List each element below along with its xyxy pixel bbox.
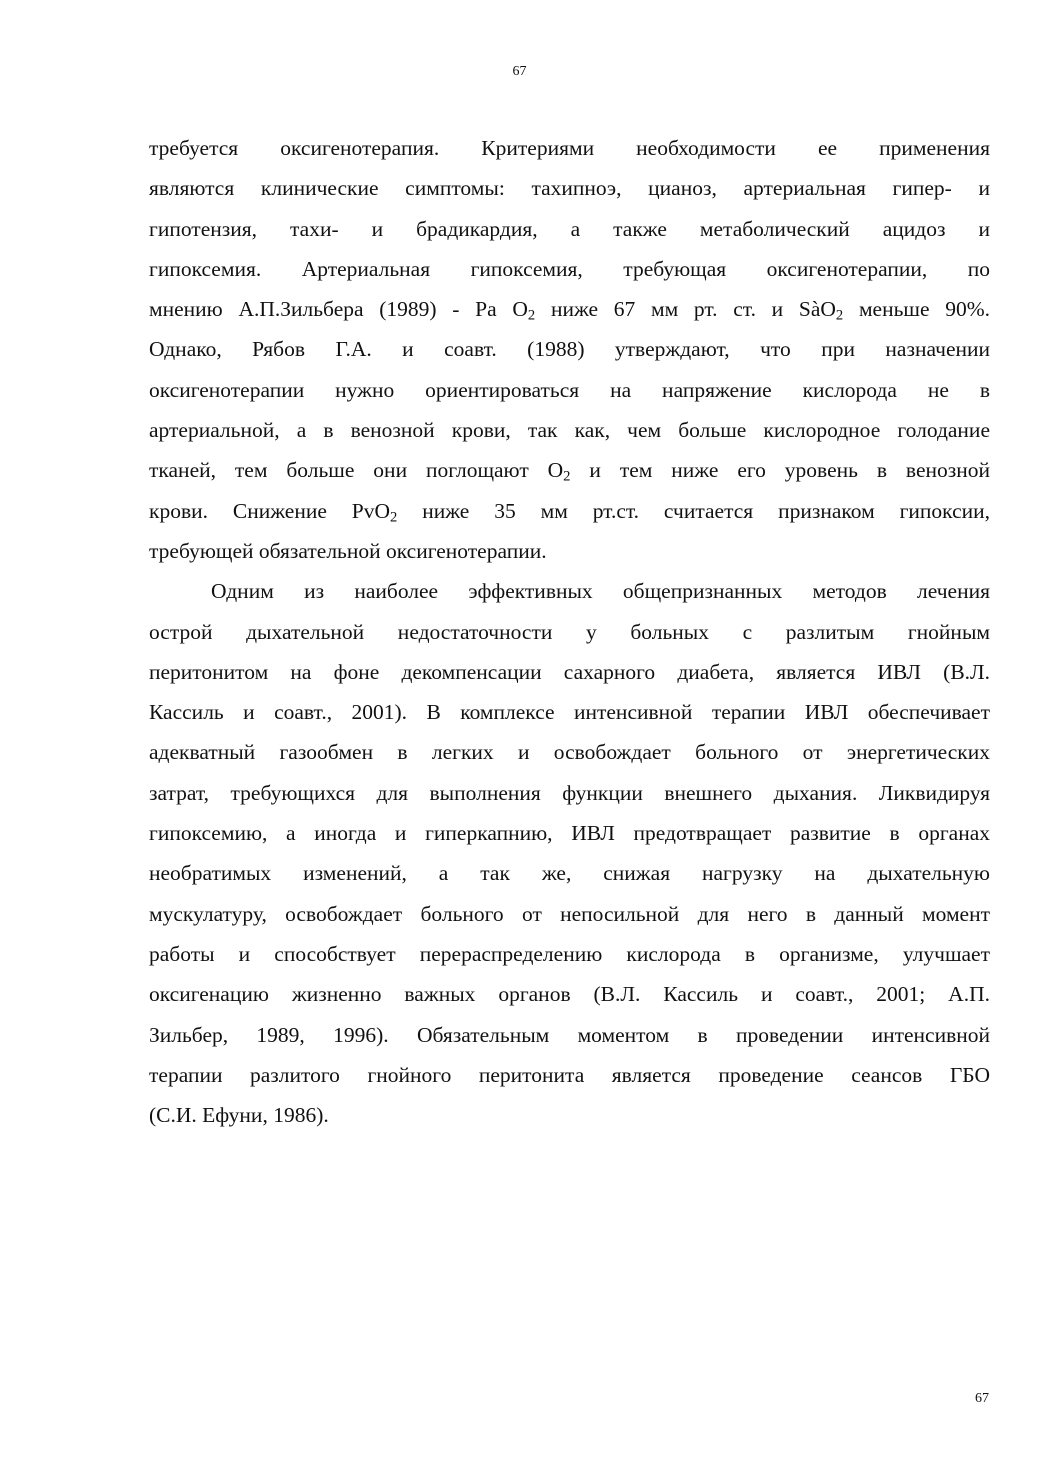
- text-run: адекватный газообмен в легких и освобождает больного от энергетических: [149, 740, 990, 765]
- text-line: [149, 168, 990, 208]
- subscript: 2: [390, 509, 398, 526]
- text-run: артериальной, а в венозной крови, так как, чем больше кислородное голодание: [149, 418, 990, 443]
- text-line: [149, 450, 990, 490]
- paragraph: [149, 128, 990, 571]
- text-run: необратимых изменений, а так же, снижая нагрузку на дыхательную: [149, 861, 990, 886]
- text-run: мнению А.П.Зильбера (1989) - Ра О: [149, 297, 528, 322]
- text-run: терапии разлитого гнойного перитонита является проведение сеансов ГБО: [149, 1062, 990, 1087]
- text-line: [149, 1015, 990, 1055]
- paragraph: [149, 571, 990, 1135]
- subscript: 2: [835, 307, 844, 324]
- text-line: [149, 209, 990, 249]
- text-line: [149, 410, 990, 450]
- page-number-bottom: 67: [975, 1391, 989, 1406]
- text-line: [149, 692, 990, 732]
- text-run: затрат, требующихся для выполнения функции внешнего дыхания. Ликвидируя: [149, 780, 990, 805]
- text-run: тканей, тем больше они поглощают О: [149, 458, 564, 483]
- subscript: 2: [527, 307, 536, 324]
- text-line: [149, 612, 990, 652]
- text-run: гипотензия, тахи- и брадикардия, а также метаболический ацидоз и: [149, 216, 990, 241]
- text-line: [149, 853, 990, 893]
- text-run: гипоксемию, а иногда и гиперкапнию, ИВЛ предотвращает развитие в органах: [149, 821, 990, 846]
- text-run: меньше 90%.: [843, 297, 990, 322]
- text-run: крови. Снижение PvO: [149, 498, 391, 523]
- text-line: [149, 370, 990, 410]
- text-run: (С.И. Ефуни, 1986).: [149, 1103, 329, 1128]
- text-line: [149, 974, 990, 1014]
- text-line: [149, 249, 990, 289]
- text-line: [149, 1095, 990, 1135]
- text-run: оксигенотерапии нужно ориентироваться на напряжение кислорода не в: [149, 377, 990, 402]
- text-run: ниже 35 мм рт.ст. считается признаком гипоксии,: [397, 498, 990, 523]
- text-line: [149, 329, 990, 369]
- text-line: [149, 934, 990, 974]
- text-line: [149, 128, 990, 168]
- text-line: [149, 813, 990, 853]
- text-run: Зильбер, 1989, 1996). Обязательным моментом в проведении интенсивной: [149, 1022, 990, 1047]
- subscript: 2: [563, 469, 571, 486]
- text-line: [149, 732, 990, 772]
- text-run: Кассиль и соавт., 2001). В комплексе интенсивной терапии ИВЛ обеспечивает: [149, 700, 990, 725]
- text-line: [149, 1055, 990, 1095]
- text-run: гипоксемия. Артериальная гипоксемия, требующая оксигенотерапии, по: [149, 256, 990, 281]
- page-number-top: 67: [512, 64, 527, 79]
- text-run: и тем ниже его уровень в венозной: [570, 458, 990, 483]
- text-run: острой дыхательной недостаточности у больных с разлитым гнойным: [149, 619, 990, 644]
- text-run: работы и способствует перераспределению кислорода в организме, улучшает: [149, 941, 990, 966]
- text-line: [149, 289, 990, 329]
- text-run: Однако, Рябов Г.А. и соавт. (1988) утверждают, что при назначении: [149, 337, 990, 362]
- text-run: мускулатуру, освобождает больного от непосильной для него в данный момент: [149, 901, 990, 926]
- text-run: являются клинические симптомы: тахипноэ, цианоз, артериальная гипер- и: [149, 176, 990, 201]
- text-line: [149, 491, 990, 531]
- text-line: [149, 894, 990, 934]
- text-run: оксигенацию жизненно важных органов (В.Л. Кассиль и соавт., 2001; А.П.: [149, 982, 990, 1007]
- text-run: требуется оксигенотерапия. Критериями необходимости ее применения: [149, 136, 990, 160]
- text-run: Одним из наиболее эффективных общепризнанных методов лечения: [211, 579, 990, 604]
- text-run: требующей обязательной оксигенотерапии.: [149, 538, 547, 563]
- body-text: [149, 128, 990, 1135]
- text-line: [149, 531, 990, 571]
- text-run: ниже 67 мм рт. ст. и SàO: [535, 297, 836, 322]
- text-line: [149, 773, 990, 813]
- text-line: [149, 571, 990, 611]
- text-line: [149, 652, 990, 692]
- text-run: перитонитом на фоне декомпенсации сахарного диабета, является ИВЛ (В.Л.: [149, 659, 990, 684]
